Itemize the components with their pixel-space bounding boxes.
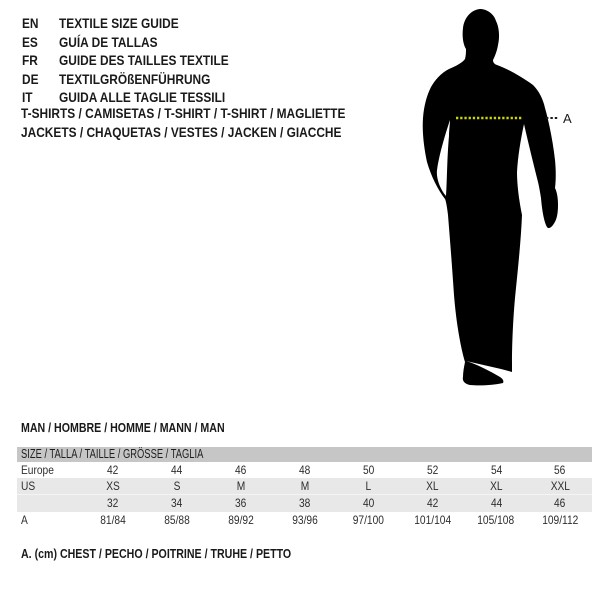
size-value: S — [173, 479, 181, 493]
size-value: 54 — [490, 463, 502, 477]
size-value: XL — [489, 479, 503, 493]
category-tshirts: T-SHIRTS / CAMISETAS / T-SHIRT / T-SHIRT / MAGLIETTE — [21, 105, 346, 121]
table-row-numeric — [17, 495, 592, 512]
size-value: 42 — [426, 496, 438, 510]
measure-label-a: A — [563, 111, 572, 126]
language-row — [22, 33, 259, 52]
language-row — [22, 70, 259, 89]
size-value: 52 — [426, 463, 438, 477]
size-value: 105/108 — [477, 513, 515, 527]
man-silhouette — [423, 9, 558, 385]
language-title: TEXTILGRÖßENFÜHRUNG — [59, 70, 211, 87]
row-label: A — [21, 513, 28, 527]
size-table-header: SIZE / TALLA / TAILLE / GRÖSSE / TAGLIA — [17, 447, 592, 462]
row-label: Europe — [21, 463, 54, 477]
size-value: XL — [426, 479, 439, 493]
size-value: 36 — [235, 496, 247, 510]
size-value: 42 — [107, 463, 119, 477]
size-value: XS — [106, 479, 120, 493]
language-code: EN — [22, 15, 39, 31]
measurement-footnote: A. (cm) CHEST / PECHO / POITRINE / TRUHE / PETTO — [21, 547, 292, 561]
size-value: 34 — [171, 496, 183, 510]
size-value: 109/112 — [542, 513, 579, 527]
language-title-list — [22, 14, 259, 107]
size-value: 56 — [554, 463, 566, 477]
man-silhouette-svg — [400, 0, 600, 420]
size-value: 101/104 — [413, 513, 451, 527]
size-value: M — [236, 479, 245, 493]
size-value: 46 — [554, 496, 566, 510]
size-value: 38 — [298, 496, 311, 510]
row-label — [17, 495, 81, 512]
size-value: 44 — [171, 463, 183, 477]
size-value: 81/84 — [100, 513, 126, 527]
size-value: 89/92 — [227, 513, 254, 527]
size-value: 97/100 — [352, 513, 385, 527]
size-table — [17, 447, 592, 529]
size-value: 44 — [490, 496, 502, 510]
language-code: DE — [22, 70, 39, 87]
size-value: L — [365, 479, 372, 493]
garment-categories — [21, 104, 403, 141]
size-value: 85/88 — [164, 513, 190, 527]
size-value: XXL — [550, 479, 570, 493]
size-value: 48 — [298, 463, 311, 477]
size-value: 32 — [107, 496, 119, 510]
language-title: GUIDA ALLE TAGLIE TESSILI — [59, 89, 226, 105]
size-value: 93/96 — [291, 513, 318, 527]
section-heading-man: MAN / HOMBRE / HOMME / MANN / MAN — [21, 421, 225, 435]
language-code: IT — [22, 89, 33, 105]
size-value: 40 — [362, 496, 375, 510]
size-value: M — [300, 479, 309, 493]
language-code: ES — [22, 33, 38, 50]
language-title: GUIDE DES TAILLES TEXTILE — [59, 52, 229, 68]
language-row — [22, 51, 259, 70]
language-title: GUÍA DE TALLAS — [59, 33, 158, 50]
category-jackets: JACKETS / CHAQUETAS / VESTES / JACKEN / GIACCHE — [21, 123, 342, 140]
table-row-europe — [17, 462, 592, 478]
size-value: 46 — [235, 463, 247, 477]
language-title: TEXTILE SIZE GUIDE — [59, 15, 179, 31]
man-silhouette-diagram — [400, 0, 600, 420]
language-code: FR — [22, 52, 38, 68]
language-row — [22, 14, 259, 33]
table-row-chest-a — [17, 512, 592, 529]
row-label: US — [21, 479, 36, 493]
size-value: 50 — [362, 463, 375, 477]
table-row-us — [17, 478, 592, 495]
